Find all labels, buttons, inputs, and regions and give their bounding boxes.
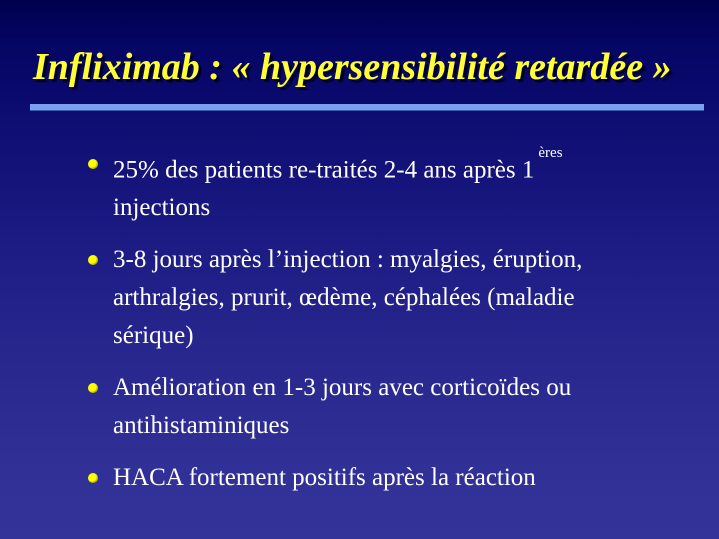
bullet-line-text: 25% des patients re-traités 2-4 ans après 1 <box>113 156 535 184</box>
bullet-line: Amélioration en 1-3 jours avec corticoïdes ou <box>113 374 572 402</box>
bullet-line: injections <box>113 194 211 222</box>
bullet-line: 3-8 jours après l’injection : myalgies, éruption, <box>113 246 583 274</box>
bullet-icon <box>88 383 98 393</box>
bullet-line: HACA fortement positifs après la réaction <box>113 464 536 492</box>
bullet-item-symptoms <box>88 241 648 355</box>
bullet-line-superscript: ères <box>538 145 563 161</box>
bullet-text <box>113 145 563 227</box>
bullet-line: sérique) <box>113 322 194 350</box>
bullet-icon <box>88 473 98 483</box>
bullet-icon <box>88 159 98 169</box>
title-underline-rule <box>30 104 704 110</box>
bullet-item-retreated-patients <box>88 145 648 227</box>
bullet-item-haca <box>88 459 648 497</box>
bullet-text <box>113 241 582 355</box>
slide-title: Infliximab : « hypersensibilité retardée » <box>33 46 672 88</box>
bullet-text <box>113 459 536 497</box>
bullet-item-improvement <box>88 369 648 445</box>
bullet-text <box>113 369 571 445</box>
bullet-list <box>88 145 648 511</box>
bullet-line: antihistaminiques <box>113 412 290 440</box>
bullet-line: arthralgies, prurit, œdème, céphalées (maladie <box>113 284 575 312</box>
bullet-icon <box>88 255 98 265</box>
bullet-line <box>113 145 563 189</box>
